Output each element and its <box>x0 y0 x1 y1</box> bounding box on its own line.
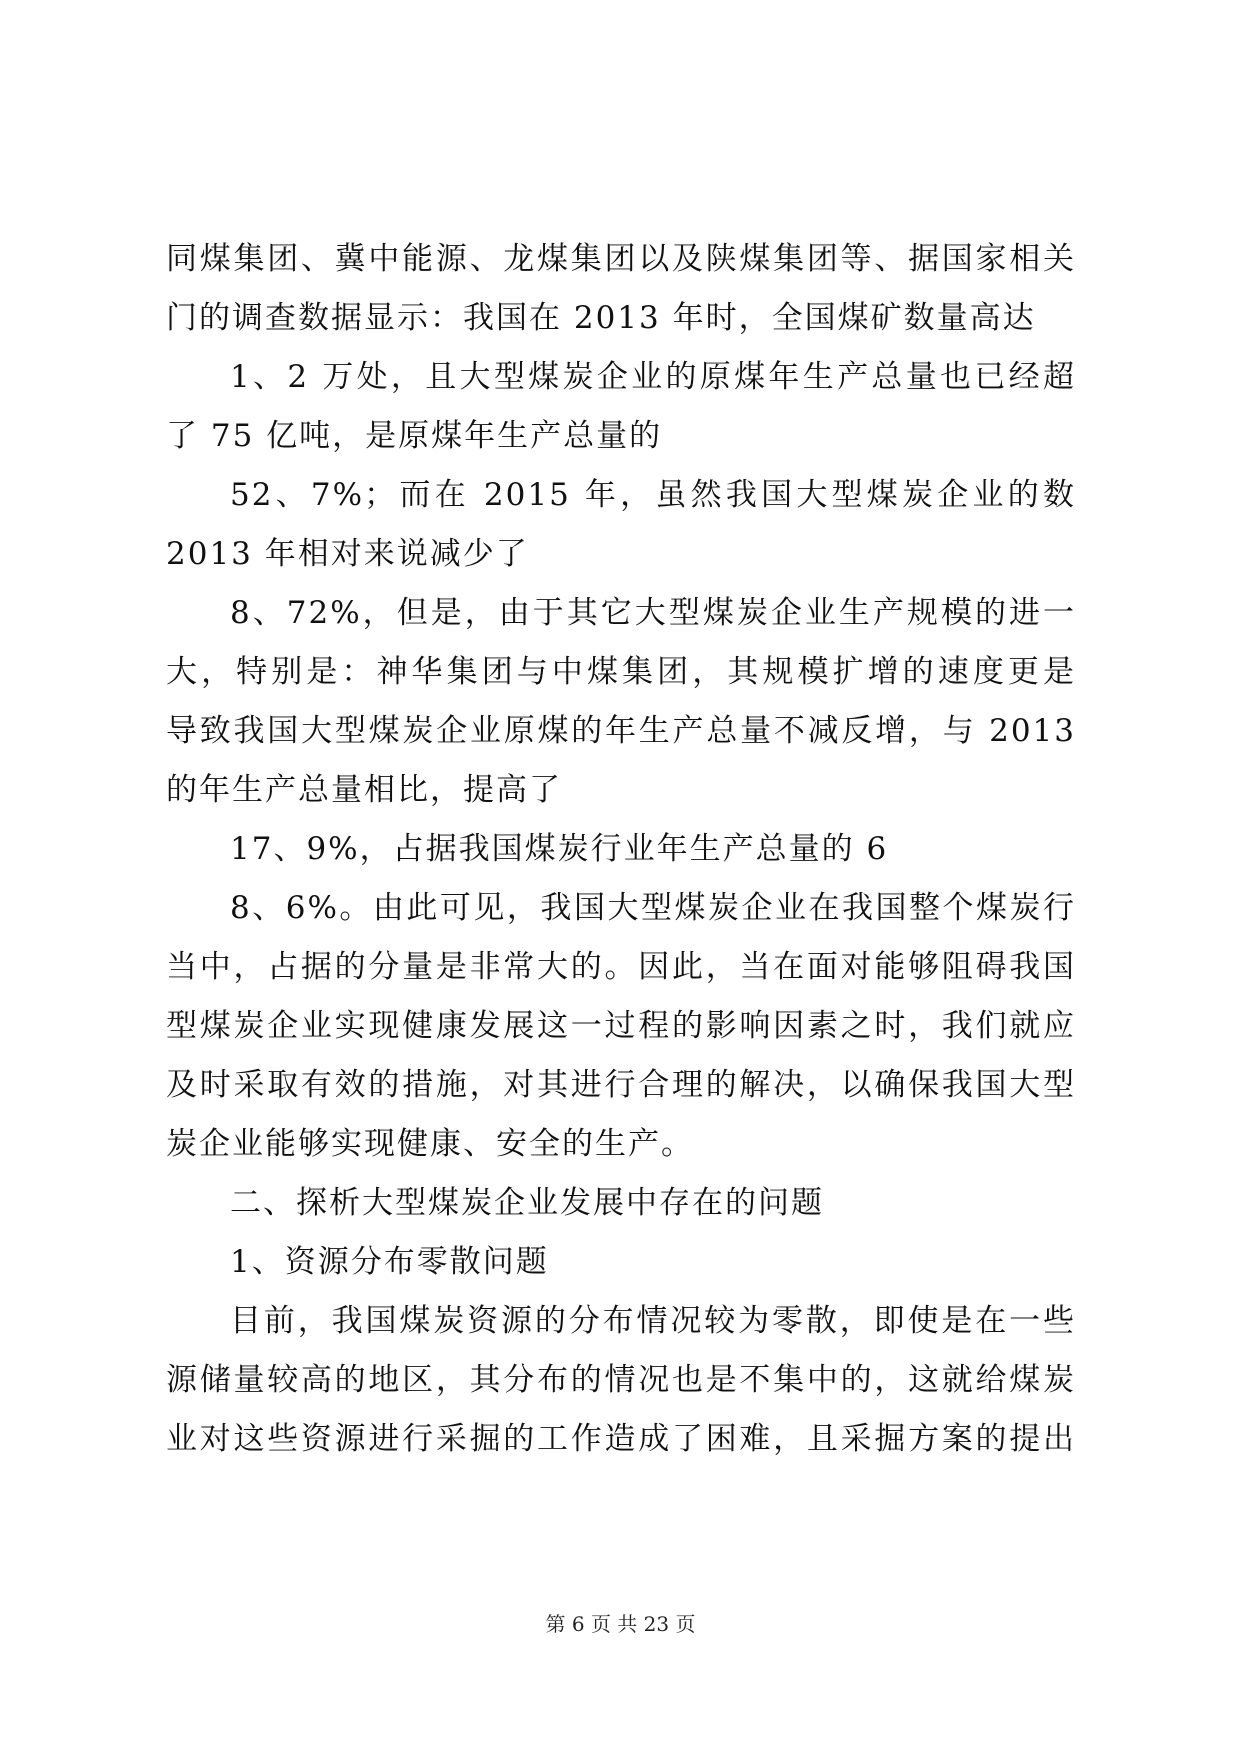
text-line: 了 75 亿吨，是原煤年生产总量的 <box>166 418 663 454</box>
text-line: 炭企业能够实现健康、安全的生产。 <box>166 1126 694 1162</box>
text-line: 1、2 万处，且大型煤炭企业的原煤年生产总量也已经超 <box>230 359 1076 395</box>
text-line: 52、7%；而在 2015 年，虽然我国大型煤炭企业的数 <box>230 477 1076 513</box>
text-line: 目前，我国煤炭资源的分布情况较为零散，即使是在一些 <box>230 1303 1076 1339</box>
text-line: 及时采取有效的措施，对其进行合理的解决，以确保我国大型 <box>166 1067 1076 1103</box>
text-line: 17、9%，占据我国煤炭行业年生产总量的 6 <box>230 831 889 867</box>
text-line: 8、6%。由此可见，我国大型煤炭企业在我国整个煤炭行 <box>230 890 1076 926</box>
text-line: 1、资源分布零散问题 <box>230 1244 549 1280</box>
text-line: 当中，占据的分量是非常大的。因此，当在面对能够阻碍我国 <box>166 949 1076 985</box>
text-line: 门的调查数据显示：我国在 2013 年时，全国煤矿数量高达 <box>166 300 1036 336</box>
text-line: 2013 年相对来说减少了 <box>166 536 529 572</box>
text-line: 大，特别是：神华集团与中煤集团，其规模扩增的速度更是 <box>166 654 1076 690</box>
text-line: 8、72%，但是，由于其它大型煤炭企业生产规模的进一 <box>230 595 1076 631</box>
text-line: 导致我国大型煤炭企业原煤的年生产总量不减反增，与 2013 <box>166 713 1076 749</box>
text-line: 的年生产总量相比，提高了 <box>166 772 562 808</box>
text-line: 型煤炭企业实现健康发展这一过程的影响因素之时，我们就应 <box>166 1008 1076 1044</box>
document-body <box>166 230 1076 1469</box>
text-line: 业对这些资源进行采掘的工作造成了困难，且采掘方案的提出 <box>166 1421 1076 1457</box>
page-footer: 第 6 页 共 23 页 <box>545 1612 696 1636</box>
text-line: 源储量较高的地区，其分布的情况也是不集中的，这就给煤炭 <box>166 1362 1076 1398</box>
text-line: 同煤集团、冀中能源、龙煤集团以及陕煤集团等、据国家相关 <box>166 241 1076 277</box>
text-line: 二、探析大型煤炭企业发展中存在的问题 <box>230 1185 824 1221</box>
